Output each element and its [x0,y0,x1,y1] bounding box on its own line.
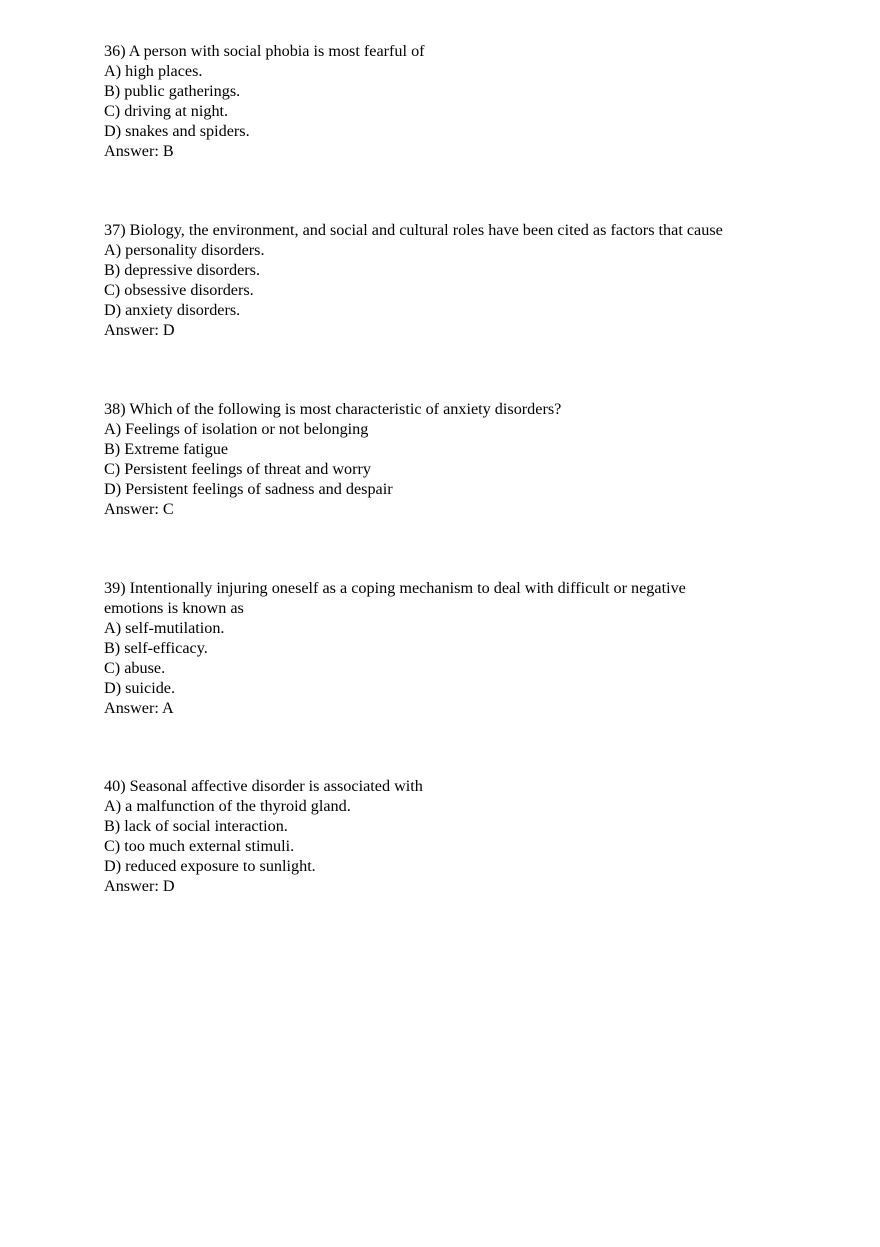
option-a: A) high places. [104,62,203,80]
option-b: B) public gatherings. [104,82,241,100]
question-number: 39) [104,579,126,597]
answer-line: Answer: D [104,877,175,895]
question-38 [104,399,804,519]
answer-line: Answer: B [104,142,174,160]
option-a: A) Feelings of isolation or not belonging [104,420,369,438]
question-stem: 39) Intentionally injuring oneself as a coping mechanism to deal with difficult or negative [104,579,686,597]
question-number: 38) [104,400,126,418]
question-stem: 37) Biology, the environment, and social and cultural roles have been cited as factors that cause [104,221,723,239]
option-a: A) a malfunction of the thyroid gland. [104,797,351,815]
question-stem: 38) Which of the following is most characteristic of anxiety disorders? [104,400,562,418]
option-c: C) abuse. [104,659,166,677]
question-stem: 36) A person with social phobia is most fearful of [104,42,425,60]
question-number: 40) [104,777,126,795]
answer-line: Answer: D [104,321,175,339]
option-d: D) suicide. [104,679,176,697]
question-stem-continued: emotions is known as [104,599,244,617]
option-d: D) reduced exposure to sunlight. [104,857,316,875]
question-40 [104,776,804,896]
option-c: C) driving at night. [104,102,229,120]
option-c: C) Persistent feelings of threat and worry [104,460,372,478]
option-d: D) anxiety disorders. [104,301,241,319]
option-c: C) obsessive disorders. [104,281,254,299]
option-c: C) too much external stimuli. [104,837,295,855]
option-b: B) self-efficacy. [104,639,208,657]
option-a: A) self-mutilation. [104,619,225,637]
question-stem: 40) Seasonal affective disorder is associated with [104,777,423,795]
option-d: D) Persistent feelings of sadness and despair [104,480,393,498]
option-a: A) personality disorders. [104,241,265,259]
question-37 [104,220,804,340]
option-b: B) Extreme fatigue [104,440,229,458]
question-39 [104,578,804,718]
question-number: 36) [104,42,126,60]
answer-line: Answer: A [104,699,174,717]
question-number: 37) [104,221,126,239]
answer-line: Answer: C [104,500,174,518]
question-36 [104,41,804,161]
option-b: B) lack of social interaction. [104,817,288,835]
option-d: D) snakes and spiders. [104,122,250,140]
option-b: B) depressive disorders. [104,261,260,279]
